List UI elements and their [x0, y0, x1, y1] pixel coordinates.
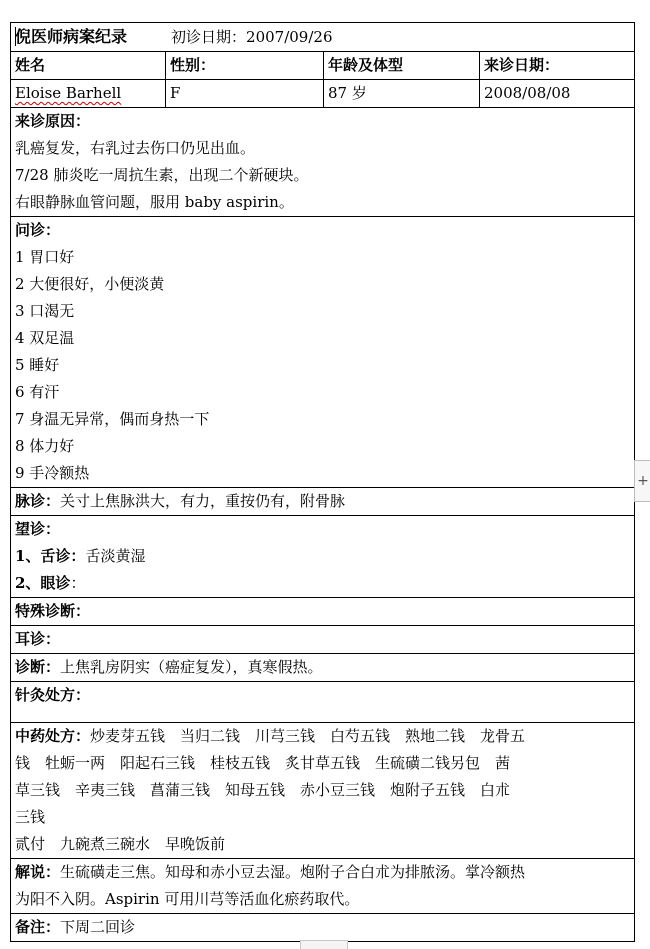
inspection-label: 望诊：	[15, 520, 61, 538]
diagnosis-cell[interactable]	[11, 654, 635, 682]
pulse-text: 关寸上焦脉洪大，有力，重按仍有，附骨脉	[60, 492, 346, 510]
explanation-text: 生硫磺走三焦。知母和赤小豆去湿。炮附子合白朮为排脓汤。掌冷额热	[60, 863, 526, 881]
explanation-text-2: 为阳不入阴。Aspirin 可用川芎等活血化瘀药取代。	[15, 890, 360, 908]
patient-name: Eloise Barhell	[15, 84, 122, 102]
pulse-label: 脉诊：	[15, 492, 61, 510]
pulse-cell[interactable]	[11, 488, 635, 516]
visit-date-label[interactable]: 来诊日期：	[480, 52, 635, 80]
inquiry-item: 5 睡好	[15, 356, 60, 374]
visit-date-value[interactable]: 2008/08/08	[480, 80, 635, 108]
info-header-row	[11, 52, 635, 80]
acupuncture-row	[11, 682, 635, 723]
reason-line: 乳癌复发，右乳过去伤口仍见出血。	[15, 139, 256, 157]
title-row	[11, 23, 635, 52]
herbal-line: 三钱	[15, 808, 46, 826]
explanation-cell[interactable]	[11, 859, 635, 914]
sex-label[interactable]: 性别：	[166, 52, 324, 80]
tongue-text: 舌淡黄湿	[85, 547, 146, 565]
plus-icon[interactable]: +	[634, 460, 650, 502]
tongue-label: 1、舌诊：	[15, 547, 86, 565]
sex-value[interactable]: F	[166, 80, 324, 108]
inquiry-item: 9 手冷额热	[15, 464, 90, 482]
diagnosis-row	[11, 654, 635, 682]
reason-line: 7/28 肺炎吃一周抗生素，出现二个新硬块。	[15, 166, 309, 184]
reason-row	[11, 108, 635, 217]
eye-label: 2、眼诊	[15, 574, 71, 592]
special-label[interactable]: 特殊诊断：	[11, 598, 635, 626]
inquiry-item: 3 口渴无	[15, 302, 75, 320]
record-title: 倪医师病案纪录	[15, 27, 128, 46]
herbal-line: 贰付 九碗煮三碗水 早晚饭前	[15, 835, 226, 853]
reason-cell[interactable]	[11, 108, 635, 217]
ear-label[interactable]: 耳诊：	[11, 626, 635, 654]
reason-label: 来诊原因：	[15, 112, 91, 130]
first-visit-date: 2007/09/26	[246, 28, 333, 46]
notes-row	[11, 914, 635, 942]
inquiry-item: 7 身温无异常，偶而身热一下	[15, 410, 210, 428]
name-label[interactable]: 姓名	[11, 52, 166, 80]
notes-text: 下周二回诊	[60, 918, 136, 936]
herbal-line: 钱 牡蛎一两 阳起石三钱 桂枝五钱 炙甘草五钱 生硫磺二钱另包 茜	[15, 754, 511, 772]
info-value-row	[11, 80, 635, 108]
herbal-label: 中药处方：	[15, 727, 91, 745]
ear-row	[11, 626, 635, 654]
age-value[interactable]: 87 岁	[324, 80, 480, 108]
notes-cell[interactable]	[11, 914, 635, 942]
herbal-row	[11, 723, 635, 859]
inquiry-item: 2 大便很好，小便淡黄	[15, 275, 165, 293]
explanation-label: 解说：	[15, 863, 61, 881]
medical-record-table	[10, 22, 635, 942]
herbal-line: 草三钱 辛夷三钱 菖蒲三钱 知母五钱 赤小豆三钱 炮附子五钱 白朮	[15, 781, 511, 799]
title-cell[interactable]	[11, 23, 635, 52]
inquiry-item: 1 胃口好	[15, 248, 75, 266]
inspection-row	[11, 516, 635, 598]
inquiry-row	[11, 217, 635, 488]
age-label[interactable]: 年龄及体型	[324, 52, 480, 80]
inquiry-item: 8 体力好	[15, 437, 75, 455]
herbal-cell[interactable]	[11, 723, 635, 859]
inquiry-cell[interactable]	[11, 217, 635, 488]
explanation-row	[11, 859, 635, 914]
first-visit-label: 初诊日期：	[171, 28, 247, 46]
diagnosis-label: 诊断：	[15, 658, 61, 676]
special-row	[11, 598, 635, 626]
eye-text: ：	[70, 574, 86, 592]
herbal-line: 炒麦芽五钱 当归二钱 川芎三钱 白芍五钱 熟地二钱 龙骨五	[90, 727, 526, 745]
notes-label: 备注：	[15, 918, 61, 936]
pulse-row	[11, 488, 635, 516]
inquiry-label: 问诊：	[15, 221, 61, 239]
acupuncture-label[interactable]: 针灸处方：	[11, 682, 635, 723]
inquiry-item: 4 双足温	[15, 329, 75, 347]
diagnosis-text: 上焦乳房阴实（癌症复发），真寒假热。	[60, 658, 323, 676]
name-cell[interactable]	[11, 80, 166, 108]
inspection-cell[interactable]	[11, 516, 635, 598]
reason-line: 右眼静脉血管问题，服用 baby aspirin。	[15, 193, 294, 211]
inquiry-item: 6 有汗	[15, 383, 60, 401]
